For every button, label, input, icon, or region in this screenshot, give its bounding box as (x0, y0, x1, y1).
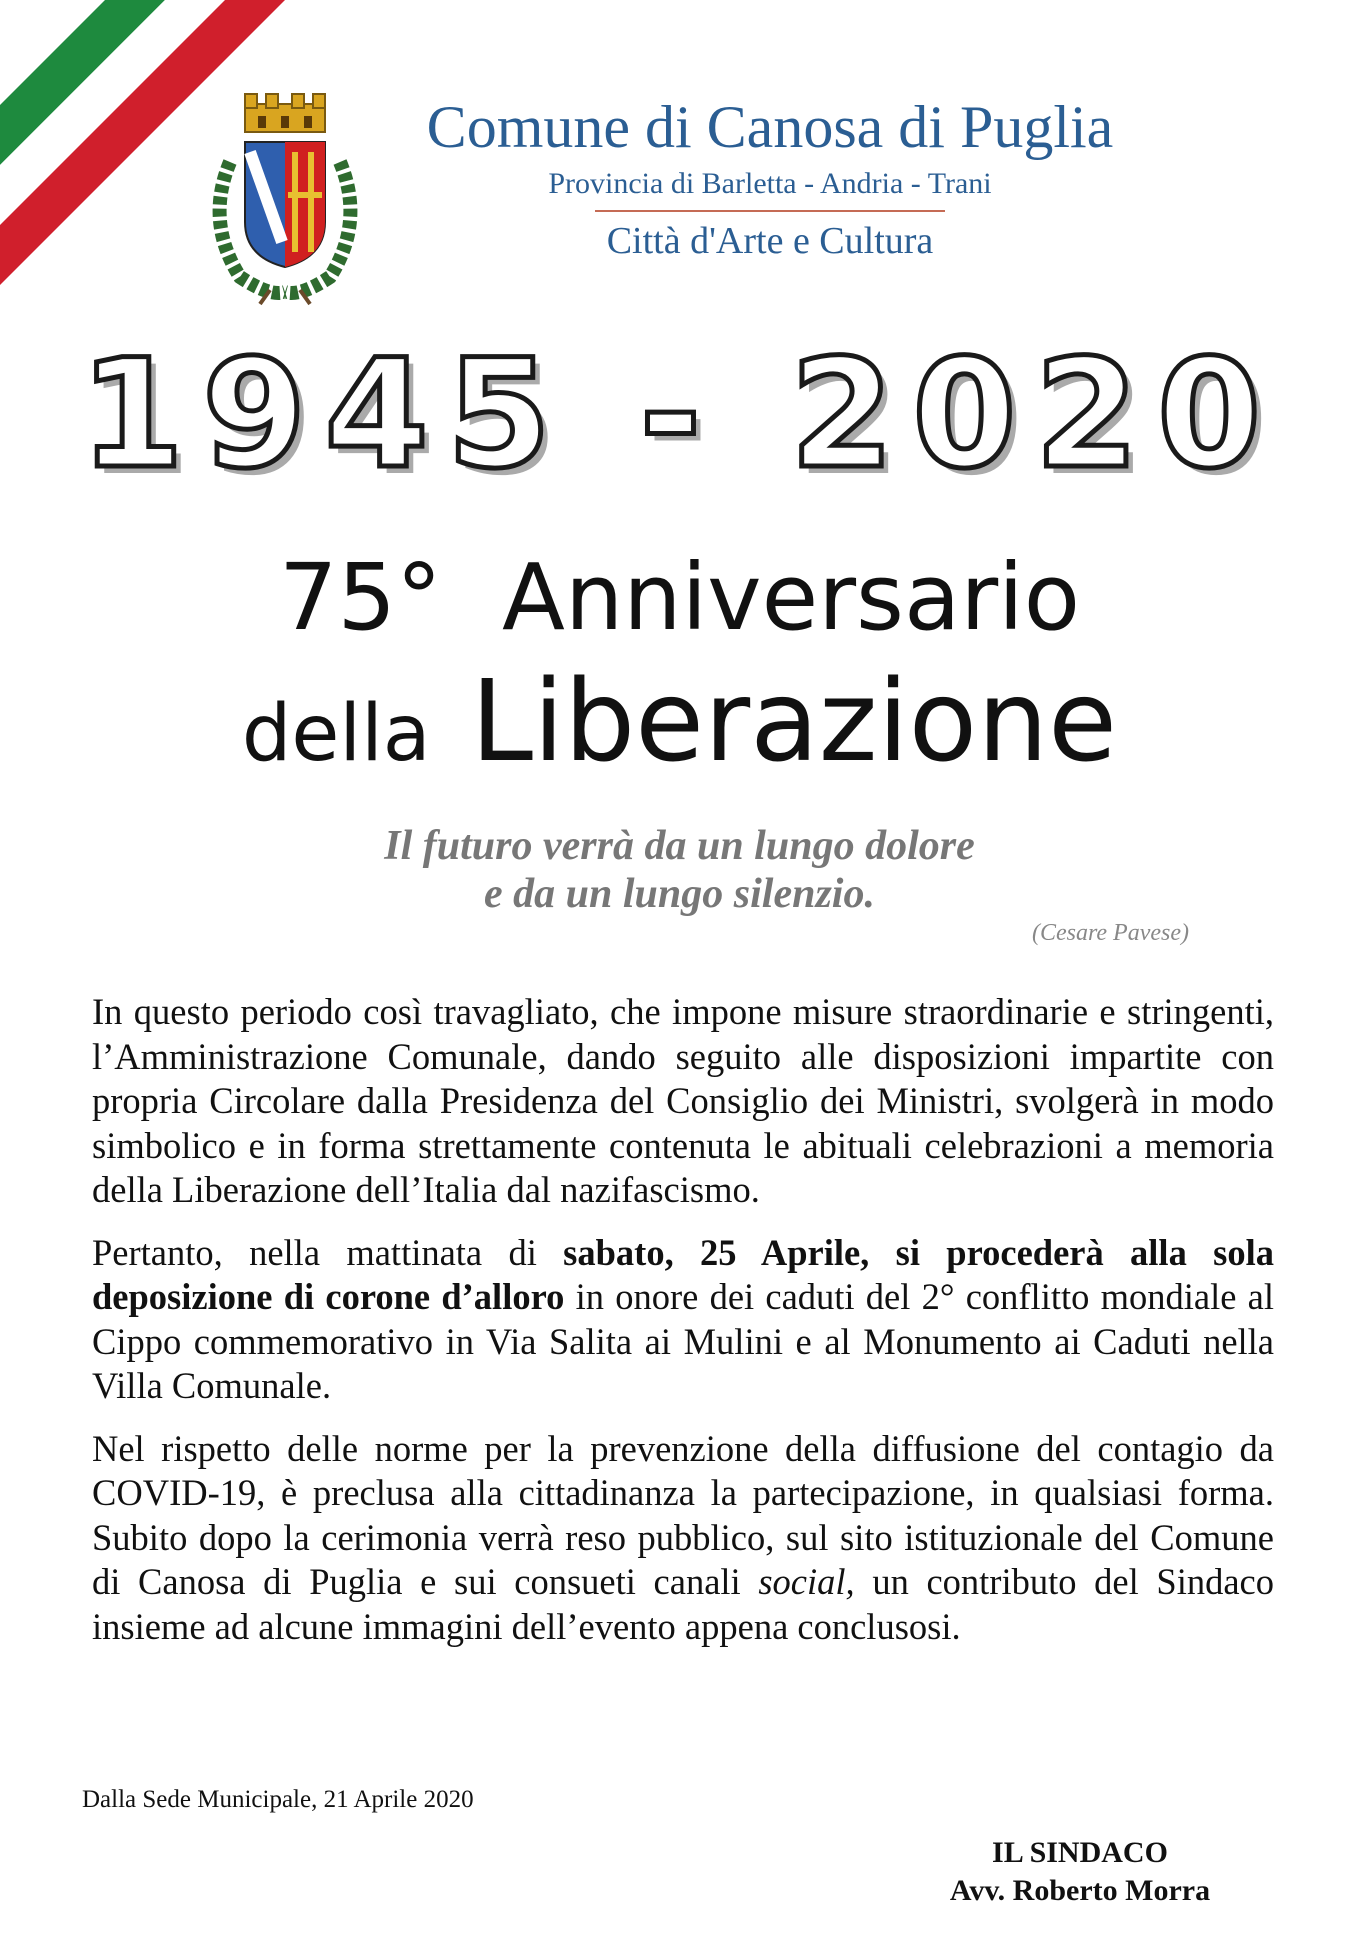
paragraph-3-end: un contributo del Sindaco insieme ad alcune immagini dell’evento appena conclusosi. (92, 1561, 1274, 1647)
paragraph-3 (92, 1427, 1274, 1650)
date-line: Dalla Sede Municipale, 21 Aprile 2020 (82, 1786, 474, 1813)
liberazione-word: Liberazione (470, 657, 1118, 787)
municipality-name: Comune di Canosa di Puglia (426, 94, 1114, 160)
anniversary-heading (0, 544, 1359, 651)
paragraph-3-italic: social, (758, 1561, 855, 1602)
della-word: della (241, 689, 431, 779)
coat-of-arms-icon (200, 92, 370, 307)
paragraph-2-bold: sabato, 25 Aprile, si procederà alla sola deposizione di corone d’alloro (92, 1231, 1274, 1317)
anniversary-word: Anniversario (502, 544, 1081, 651)
mayor-name: Avv. Roberto Morra (949, 1874, 1211, 1907)
paragraph-2 (92, 1231, 1274, 1409)
province-name: Provincia di Barletta - Andria - Trani (548, 167, 992, 200)
signature-block (900, 1834, 1260, 1910)
announcement-body (92, 990, 1274, 1667)
mayor-title: IL SINDACO (992, 1836, 1168, 1869)
anniversary-number: 75° (278, 544, 443, 651)
quote-line-2: e da un lungo silenzio. (484, 871, 875, 917)
years-title: 1945 - 2020 (79, 328, 1280, 502)
city-motto: Città d'Arte e Cultura (606, 220, 934, 262)
quote-author: (Cesare Pavese) (1031, 920, 1189, 946)
quote (0, 822, 1359, 918)
paragraph-3-start: Nel rispetto delle norme per la prevenzione della diffusione del contagio da COVID-19, è preclusa alla cittadinanza la partecipazione, in qualsiasi forma. Subito dopo la cerimonia verrà reso pubblico, sul sito istituzionale del Comune di Canosa di Puglia e sui consueti canali (92, 1427, 1274, 1602)
quote-line-1: Il futuro verrà da un lungo dolore (384, 823, 975, 869)
header (360, 90, 1180, 264)
paragraph-2-start: Pertanto, nella mattinata di (92, 1231, 564, 1273)
paragraph-2-end: in onore dei caduti del 2° conflitto mondiale al Cippo commemorativo in Via Salita ai Mulini e al Monumento ai Caduti nella Villa Comunale. (92, 1276, 1274, 1406)
liberation-heading (0, 657, 1359, 815)
paragraph-1: In questo periodo così travagliato, che impone misure straordinarie e stringenti, l’Amministrazione Comunale, dando seguito alle disposizioni impartite con propria Circolare dalla Presidenza del Consiglio dei Ministri, svolgerà in modo simbolico e in forma strettamente contenuta le abituali celebrazioni a memoria della Liberazione dell’Italia dal nazifascismo. (92, 991, 1274, 1210)
header-divider (595, 210, 945, 212)
